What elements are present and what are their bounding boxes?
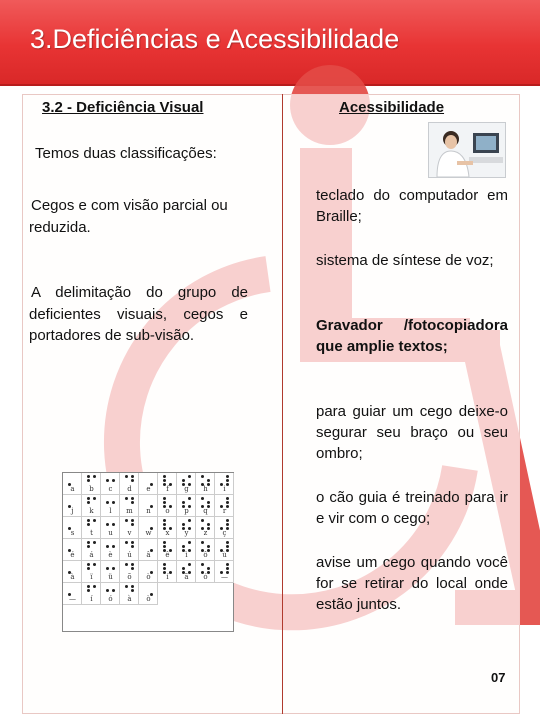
braille-dot	[87, 563, 90, 566]
braille-cell	[177, 539, 196, 561]
braille-cell-label: í	[166, 573, 169, 581]
braille-dot	[125, 519, 128, 522]
braille-dot	[226, 497, 229, 500]
braille-dot	[226, 523, 229, 526]
braille-dot	[112, 479, 115, 482]
braille-cell	[215, 539, 234, 561]
braille-cell	[139, 495, 158, 517]
braille-dot	[125, 475, 128, 478]
braille-cell-label: x	[165, 529, 170, 537]
right-item-3: Gravador /fotocopiadora que amplie textos;	[316, 317, 508, 355]
braille-cell	[63, 473, 82, 495]
braille-cell-label: á	[89, 551, 94, 559]
left-item-2	[29, 282, 248, 346]
page-number: 07	[491, 670, 506, 685]
braille-cell	[63, 517, 82, 539]
braille-cell	[196, 539, 215, 561]
braille-alphabet-chart	[62, 472, 234, 632]
braille-dot	[131, 519, 134, 522]
braille-cell	[120, 473, 139, 495]
braille-dot	[131, 497, 134, 500]
braille-dot	[106, 545, 109, 548]
braille-cell-label: q	[203, 507, 208, 515]
braille-cell-label: c	[108, 485, 113, 493]
braille-dot	[163, 497, 166, 500]
braille-cell-label: â	[146, 551, 151, 559]
braille-cell-label: w	[145, 529, 152, 537]
braille-dot	[182, 567, 185, 570]
braille-dot	[226, 545, 229, 548]
braille-cell	[215, 495, 234, 517]
braille-dot	[182, 523, 185, 526]
braille-cell-label: t	[90, 529, 93, 537]
braille-cell	[215, 473, 234, 495]
braille-dot	[131, 475, 134, 478]
braille-dot	[163, 501, 166, 504]
braille-dot	[112, 567, 115, 570]
braille-cell	[215, 561, 234, 583]
braille-cell	[120, 539, 139, 561]
braille-dot	[125, 563, 128, 566]
braille-dot	[207, 545, 210, 548]
braille-dot	[131, 541, 134, 544]
braille-dot	[112, 523, 115, 526]
braille-dot	[93, 497, 96, 500]
braille-cell-label: ü	[108, 573, 113, 581]
braille-dot	[125, 585, 128, 588]
braille-cell-label: ê	[165, 551, 170, 559]
braille-cell	[101, 473, 120, 495]
braille-cell	[120, 495, 139, 517]
braille-dot	[201, 475, 204, 478]
left-item-2-text: A delimitação do grupo de deficientes visuais, cegos e portadores de sub-visão.	[29, 284, 248, 344]
braille-cell	[139, 539, 158, 561]
braille-cell-label: ú	[127, 551, 132, 559]
braille-dot	[201, 519, 204, 522]
braille-dot	[87, 567, 90, 570]
braille-dot	[182, 545, 185, 548]
braille-dot	[106, 589, 109, 592]
braille-dot	[163, 475, 166, 478]
braille-cell	[196, 473, 215, 495]
braille-cell-label: u	[108, 529, 113, 537]
braille-cell-label: ï	[90, 573, 93, 581]
braille-cell-label: a	[70, 485, 75, 493]
braille-dot	[226, 563, 229, 566]
braille-dot	[131, 589, 134, 592]
braille-cell	[101, 561, 120, 583]
braille-cell	[139, 473, 158, 495]
braille-cell-label: g	[184, 485, 189, 493]
braille-dot	[93, 475, 96, 478]
braille-cell-label: d	[127, 485, 132, 493]
braille-cell	[196, 495, 215, 517]
braille-dot	[93, 519, 96, 522]
braille-cell	[215, 517, 234, 539]
braille-dot	[112, 589, 115, 592]
braille-cell-label: à	[70, 573, 75, 581]
braille-dot	[125, 497, 128, 500]
slide-title: 3.Deficiências e Acessibilidade	[30, 24, 400, 54]
right-item-6: avise um cego quando você for se retirar do local onde estão juntos.	[316, 554, 508, 613]
braille-dot	[163, 563, 166, 566]
braille-dot	[131, 501, 134, 504]
braille-cell	[177, 473, 196, 495]
braille-dot	[87, 475, 90, 478]
braille-dot	[207, 523, 210, 526]
braille-cell-label: v	[127, 529, 132, 537]
braille-dot	[106, 567, 109, 570]
braille-dot	[131, 545, 134, 548]
braille-dot	[131, 479, 134, 482]
braille-cell	[63, 583, 82, 605]
braille-dot	[182, 501, 185, 504]
braille-cell	[177, 561, 196, 583]
right-item-4: para guiar um cego deixe-o segurar seu braço ou seu ombro;	[316, 403, 508, 462]
braille-cell	[158, 539, 177, 561]
braille-dot	[87, 519, 90, 522]
lead-text: Temos duas classificações:	[35, 145, 217, 162]
braille-dot	[87, 585, 90, 588]
braille-cell	[196, 561, 215, 583]
braille-cell	[101, 583, 120, 605]
braille-cell	[82, 583, 101, 605]
braille-cell-label: z	[203, 529, 208, 537]
braille-dot	[87, 501, 90, 504]
braille-dot	[201, 563, 204, 566]
braille-cell	[82, 495, 101, 517]
braille-dot	[93, 563, 96, 566]
braille-cell-label: e	[146, 485, 151, 493]
braille-cell-label: j	[71, 507, 74, 515]
braille-cell	[63, 539, 82, 561]
braille-cell	[120, 517, 139, 539]
braille-cell	[158, 473, 177, 495]
braille-cell-label: è	[108, 551, 113, 559]
braille-cell-label: y	[184, 529, 189, 537]
braille-cell	[82, 473, 101, 495]
braille-dot	[87, 541, 90, 544]
computer-user-photo	[428, 122, 506, 178]
braille-dot	[131, 585, 134, 588]
braille-dot	[188, 519, 191, 522]
left-column-header: 3.2 - Deficiência Visual	[42, 99, 204, 116]
braille-dot	[163, 523, 166, 526]
braille-dot	[163, 519, 166, 522]
braille-cell	[82, 539, 101, 561]
braille-cell-label: m	[126, 507, 133, 515]
braille-dot	[125, 541, 128, 544]
braille-cell	[120, 583, 139, 605]
braille-cell-label: ì	[185, 551, 188, 559]
braille-dot	[87, 497, 90, 500]
left-item-1-text: Cegos e com visão parcial ou reduzida.	[29, 197, 228, 236]
braille-cell-label: k	[89, 507, 94, 515]
braille-dot	[226, 475, 229, 478]
braille-cell-label: ç	[222, 529, 227, 537]
braille-cell	[139, 517, 158, 539]
braille-cell	[101, 539, 120, 561]
braille-dot	[131, 563, 134, 566]
braille-dot	[226, 479, 229, 482]
braille-cell-label: ò	[146, 573, 151, 581]
braille-cell	[82, 561, 101, 583]
braille-cell-label: ó	[203, 573, 208, 581]
right-item-5: o cão guia é treinado para ir e vir com o cego;	[316, 489, 508, 527]
braille-dot	[226, 567, 229, 570]
braille-cell	[120, 561, 139, 583]
braille-dot	[131, 523, 134, 526]
braille-dot	[226, 541, 229, 544]
braille-cell-label: f	[166, 485, 169, 493]
braille-dot	[93, 585, 96, 588]
braille-dot	[93, 541, 96, 544]
braille-cell	[101, 495, 120, 517]
right-column-header: Acessibilidade	[339, 99, 445, 116]
braille-cell-label: é	[70, 551, 75, 559]
braille-dot	[188, 475, 191, 478]
right-item-2: sistema de síntese de voz;	[316, 252, 494, 269]
braille-cell-label: —	[69, 595, 76, 603]
braille-dot	[226, 501, 229, 504]
braille-cell	[82, 517, 101, 539]
braille-dot	[106, 479, 109, 482]
braille-cell-label: o	[165, 507, 170, 515]
braille-cell-label: à	[127, 595, 132, 603]
braille-cell-label: p	[184, 507, 189, 515]
braille-cell-label: b	[89, 485, 94, 493]
right-item-1: teclado do computador em Braille;	[316, 187, 508, 225]
braille-dot	[201, 497, 204, 500]
braille-cell-label: l	[109, 507, 112, 515]
braille-cell	[101, 517, 120, 539]
braille-cell	[158, 517, 177, 539]
braille-dot	[182, 479, 185, 482]
braille-cell-label: ó	[108, 595, 113, 603]
braille-dot	[112, 545, 115, 548]
braille-cell-label: ù	[222, 551, 227, 559]
braille-cell	[177, 495, 196, 517]
braille-dot	[87, 545, 90, 548]
braille-dot	[207, 567, 210, 570]
braille-cell	[177, 517, 196, 539]
braille-dot	[106, 501, 109, 504]
braille-dot	[87, 479, 90, 482]
braille-cell-label: ã	[184, 573, 189, 581]
braille-dot	[188, 563, 191, 566]
braille-dot	[201, 541, 204, 544]
braille-cell	[158, 561, 177, 583]
braille-dot	[163, 545, 166, 548]
braille-cell-label: n	[146, 507, 151, 515]
braille-cell	[158, 495, 177, 517]
braille-cell-label: i	[223, 485, 226, 493]
braille-cell	[139, 561, 158, 583]
braille-dot	[226, 519, 229, 522]
braille-cell-label: r	[222, 507, 227, 515]
braille-dot	[163, 567, 166, 570]
column-divider	[282, 94, 283, 714]
braille-dot	[112, 501, 115, 504]
braille-dot	[188, 497, 191, 500]
braille-cell	[63, 495, 82, 517]
braille-dot	[131, 567, 134, 570]
braille-dot	[207, 501, 210, 504]
braille-cell	[196, 517, 215, 539]
braille-cell-label: õ	[127, 573, 132, 581]
braille-cell	[63, 561, 82, 583]
braille-cell-label: s	[70, 529, 75, 537]
braille-dot	[163, 479, 166, 482]
braille-cell-label: —	[221, 573, 228, 581]
braille-dot	[87, 589, 90, 592]
braille-cell	[139, 583, 158, 605]
braille-dot	[207, 479, 210, 482]
braille-dot	[87, 523, 90, 526]
braille-dot	[188, 541, 191, 544]
braille-cell-label: ò	[146, 595, 151, 603]
braille-cell-label: h	[203, 485, 208, 493]
braille-dot	[163, 541, 166, 544]
left-item-1	[29, 195, 229, 238]
braille-cell-label: í	[90, 595, 93, 603]
braille-dot	[106, 523, 109, 526]
braille-cell-label: ô	[203, 551, 208, 559]
